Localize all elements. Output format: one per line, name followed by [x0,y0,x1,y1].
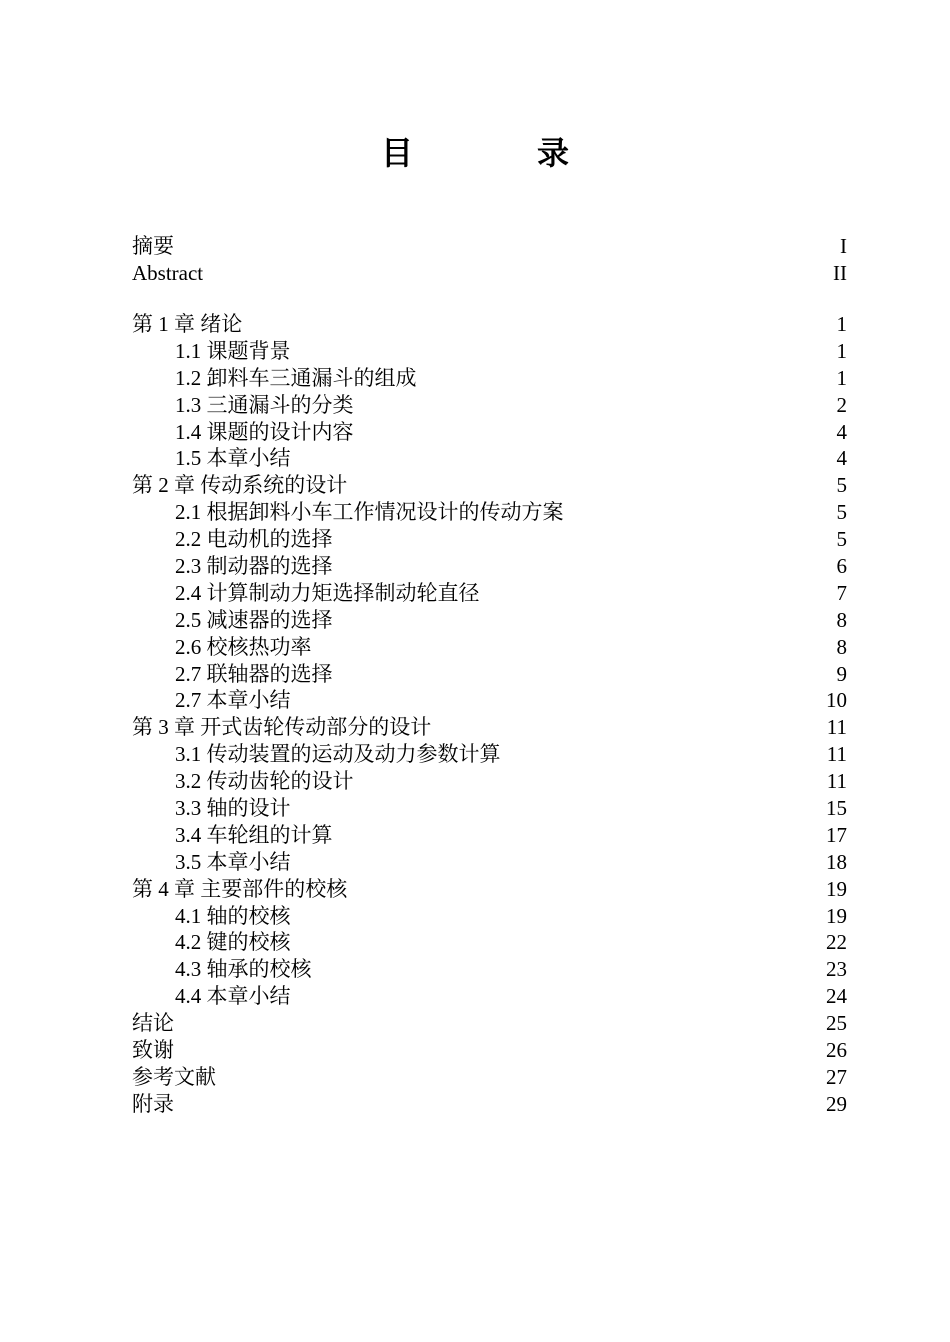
toc-entry-title: 第 3 章 开式齿轮传动部分的设计 [132,715,432,740]
toc-entry-page-number: 6 [836,554,847,579]
toc-entry-title: 4.2 键的校核 [175,930,291,955]
toc-entry-page-number: 5 [836,500,847,525]
toc-section-entry[interactable] [132,499,847,526]
toc-section-entry[interactable] [132,338,847,365]
toc-entry-title: 结论 [132,1011,174,1036]
toc-entry-title: 3.5 本章小结 [175,849,291,874]
toc-entry-page-number: 1 [836,312,847,336]
toc-chapter-entry[interactable] [132,472,847,499]
toc-entry-page-number: 15 [826,796,847,821]
toc-entry-page-number: 27 [826,1064,847,1089]
toc-entry-page-number: 18 [826,849,847,874]
toc-section-entry[interactable] [132,956,847,983]
toc-entry-title: 1.2 卸料车三通漏斗的组成 [175,365,417,390]
toc-entry-page-number: 7 [836,580,847,605]
toc-entry-title: 2.7 联轴器的选择 [175,661,333,686]
toc-entry-title: 3.4 车轮组的计算 [175,822,333,847]
toc-section-entry[interactable] [132,607,847,634]
toc-title: 目 录 [380,134,615,172]
toc-entry-title: 参考文献 [132,1064,216,1089]
toc-front-matter [132,233,847,287]
toc-section-entry[interactable] [132,634,847,661]
toc-entry-page-number: 11 [826,715,847,740]
toc-section-entry[interactable] [132,526,847,553]
toc-entry-title: 2.2 电动机的选择 [175,527,333,552]
toc-chapter-entry[interactable] [132,876,847,903]
toc-section-entry[interactable] [132,365,847,392]
toc-section-entry[interactable] [132,768,847,795]
toc-entry-page-number: 11 [826,769,847,794]
toc-section-entry[interactable] [132,580,847,607]
toc-entry-page-number: 2 [836,392,847,417]
toc-entry-page-number: 8 [836,634,847,659]
toc-entry-title: 3.2 传动齿轮的设计 [175,769,354,794]
toc-chapter-entry[interactable] [132,1091,847,1118]
toc-entry-page-number: 29 [826,1091,847,1116]
toc-entry-title: 2.5 减速器的选择 [175,607,333,632]
toc-entry-title: 附录 [132,1091,174,1116]
toc-section-entry[interactable] [132,983,847,1010]
toc-entry-page-number: I [840,234,847,258]
toc-entry-page-number: 8 [836,607,847,632]
toc-entry-title: 2.4 计算制动力矩选择制动轮直径 [175,580,480,605]
toc-entry-page-number: 23 [826,957,847,982]
toc-entry-title: 2.1 根据卸料小车工作情况设计的传动方案 [175,500,564,525]
toc-section-entry[interactable] [132,741,847,768]
toc-entry-title: 2.7 本章小结 [175,688,291,713]
toc-section-entry[interactable] [132,795,847,822]
toc-entry-page-number: 11 [826,742,847,767]
toc-entry-title: 2.6 校核热功率 [175,634,312,659]
toc-entry-title: 1.4 课题的设计内容 [175,419,354,444]
toc-section-entry[interactable] [132,445,847,472]
toc-entry-title: 1.1 课题背景 [175,338,291,363]
toc-entry-page-number: 25 [826,1011,847,1036]
toc-entry-page-number: 4 [836,446,847,471]
toc-entry-title: 第 1 章 绪论 [132,312,243,336]
toc-section-entry[interactable] [132,822,847,849]
toc-entry-title: 4.1 轴的校核 [175,903,291,928]
toc-entry-title: 2.3 制动器的选择 [175,554,333,579]
toc-entry-page-number: 4 [836,419,847,444]
toc-entry-title: 第 4 章 主要部件的校核 [132,876,348,901]
toc-entry-page-number: 17 [826,822,847,847]
toc-entry[interactable] [132,233,847,260]
toc-chapter-entry[interactable] [132,1010,847,1037]
toc-entry-title: 第 2 章 传动系统的设计 [132,473,348,498]
toc-entry-page-number: 22 [826,930,847,955]
toc-entry-title: Abstract [132,260,204,285]
toc-entry-title: 1.5 本章小结 [175,446,291,471]
toc-chapter-list [132,311,847,1118]
toc-entry-page-number: 1 [836,365,847,390]
toc-entry-title: 3.3 轴的设计 [175,796,291,821]
toc-entry-title: 1.3 三通漏斗的分类 [175,392,354,417]
toc-entry-title: 4.3 轴承的校核 [175,957,312,982]
toc-entry-page-number: 5 [836,473,847,498]
toc-section-entry[interactable] [132,929,847,956]
toc-entry-title: 4.4 本章小结 [175,984,291,1009]
toc-section-entry[interactable] [132,849,847,876]
toc-chapter-entry[interactable] [132,1064,847,1091]
toc-entry-page-number: 26 [826,1038,847,1063]
toc-chapter-entry[interactable] [132,311,847,338]
toc-entry-page-number: 10 [826,688,847,713]
toc-entry-title: 致谢 [132,1038,174,1063]
toc-entry-page-number: 24 [826,984,847,1009]
toc-entry-title: 3.1 传动装置的运动及动力参数计算 [175,742,501,767]
toc-entry-page-number: 9 [836,661,847,686]
toc-chapter-entry[interactable] [132,1037,847,1064]
toc-entry-page-number: 19 [826,876,847,901]
toc-entry-page-number: 5 [836,527,847,552]
toc-section-entry[interactable] [132,553,847,580]
toc-section-entry[interactable] [132,661,847,688]
toc-entry-page-number: 1 [836,338,847,363]
toc-entry-page-number: II [833,260,847,285]
toc-section-entry[interactable] [132,903,847,930]
toc-section-entry[interactable] [132,392,847,419]
toc-section-entry[interactable] [132,419,847,446]
toc-entry-title: 摘要 [132,234,174,258]
toc-entry[interactable] [132,260,847,287]
toc-section-entry[interactable] [132,687,847,714]
toc-entry-page-number: 19 [826,903,847,928]
toc-chapter-entry[interactable] [132,714,847,741]
